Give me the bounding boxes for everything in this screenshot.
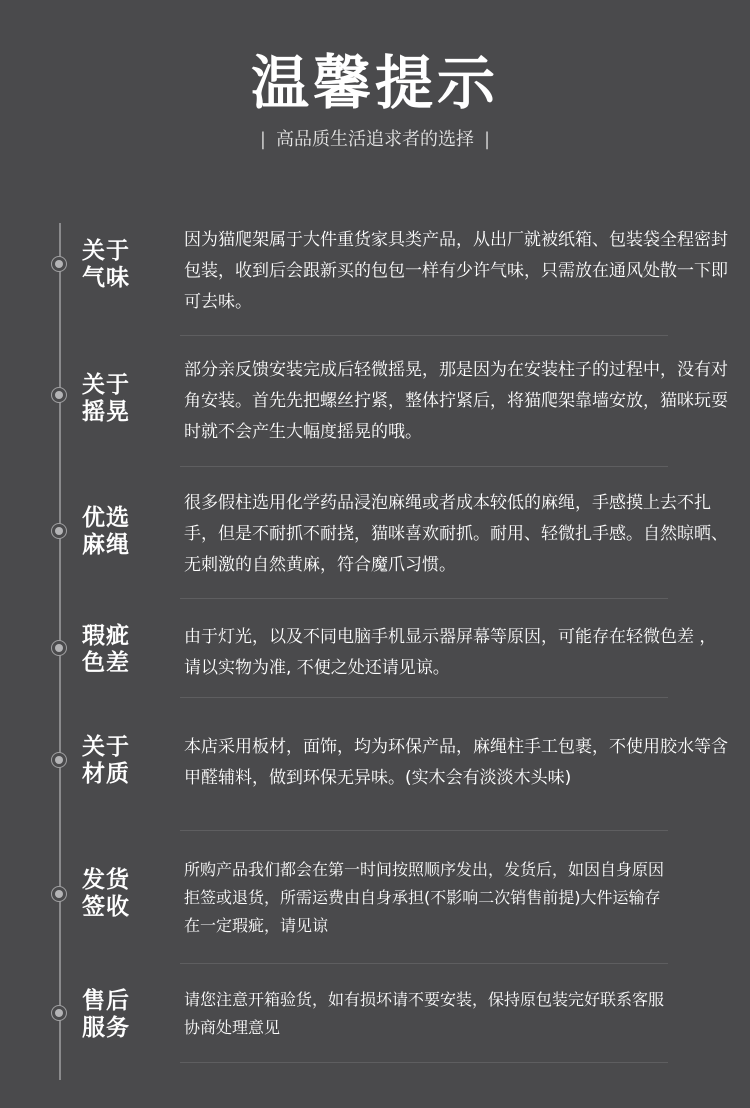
tip-label: 售后 服务: [82, 988, 130, 1041]
tip-text: 很多假柱选用化学药品浸泡麻绳或者成本较低的麻绳，手感摸上去不扎手，但是不耐抓不耐挠，猫咪喜欢耐抓。耐用、轻微扎手感。自然晾晒、无刺激的自然黄麻，符合魔爪习惯。: [184, 493, 728, 575]
page-subtitle: [0, 128, 750, 152]
divider: [180, 1062, 668, 1063]
subtitle-bar-left: |: [259, 129, 266, 150]
timeline-dot-icon: [51, 886, 67, 902]
page-title: 温馨提示: [250, 49, 499, 117]
tip-label: 优选 麻绳: [82, 505, 130, 558]
timeline-dot-icon: [51, 387, 67, 403]
tip-label: 关于 材质: [82, 734, 130, 787]
tip-label: 发货 签收: [82, 867, 130, 920]
subtitle-bar-right: |: [484, 129, 491, 150]
tip-text: 请您注意开箱验货，如有损坏请不要安装，保持原包装完好联系客服协商处理意见: [184, 990, 665, 1037]
tip-text: 所购产品我们都会在第一时间按照顺序发出，发货后，如因自身原因拒签或退货，所需运费由自身承担(不影响二次销售前提)大件运输存在一定瑕疵，请见谅: [184, 860, 665, 935]
tip-label: 瑕疵 色差: [82, 623, 130, 676]
timeline-dot-icon: [51, 1005, 67, 1021]
tip-label: 关于 摇晃: [82, 372, 130, 425]
divider: [180, 335, 668, 336]
tip-text: 部分亲反馈安装完成后轻微摇晃，那是因为在安装柱子的过程中，没有对角安装。首先先把螺丝拧紧，整体拧紧后，将猫爬架靠墙安放，猫咪玩耍时就不会产生大幅度摇晃的哦。: [184, 360, 728, 442]
timeline-dot-icon: [51, 640, 67, 656]
divider: [180, 598, 668, 599]
tip-text: 由于灯光，以及不同电脑手机显示器屏幕等原因，可能存在轻微色差 ，请以实物为准, 不便之处还请见谅。: [184, 627, 717, 678]
tip-label: 关于 气味: [82, 238, 130, 291]
timeline-dot-icon: [51, 752, 67, 768]
timeline-dot-icon: [51, 256, 67, 272]
divider: [180, 830, 668, 831]
divider: [180, 697, 668, 698]
tip-text: 因为猫爬架属于大件重货家具类产品，从出厂就被纸箱、包装袋全程密封包装，收到后会跟新买的包包一样有少许气味，只需放在通风处散一下即可去味。: [184, 230, 728, 312]
divider: [180, 963, 668, 964]
divider: [180, 466, 668, 467]
tip-text: 本店采用板材，面饰，均为环保产品，麻绳柱手工包裹，不使用胶水等含甲醛辅料，做到环保无异味。(实木会有淡淡木头味): [184, 737, 728, 788]
timeline-dot-icon: [51, 523, 67, 539]
subtitle-text: 高品质生活追求者的选择: [276, 129, 474, 150]
